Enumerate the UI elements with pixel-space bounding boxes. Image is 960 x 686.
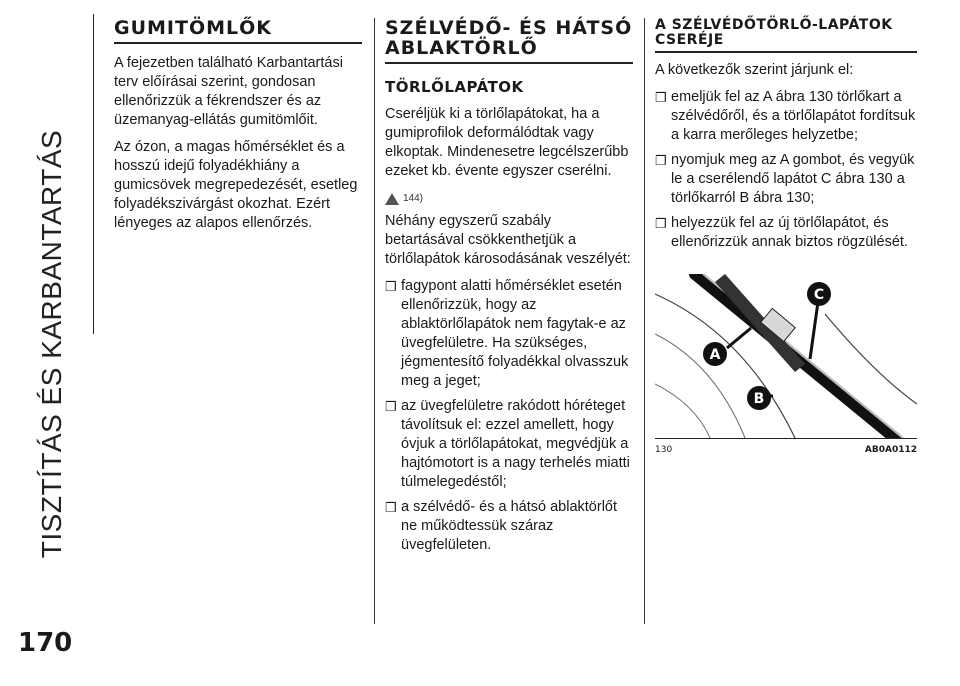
warning-ref-number[interactable]: 144) (403, 193, 424, 204)
list-item-text: helyezzük fel az új törlőlapátot, és ellenőrizzük annak biztos rögzülését. (671, 215, 908, 250)
figure-caption (655, 441, 917, 460)
list-item (385, 277, 633, 391)
checkbox-bullet-icon: ❒ (655, 216, 667, 231)
paragraph: Az ózon, a magas hőmérséklet és a hosszú idejű folyadékhiány a gumicsövek megrepedezését, esetleg folyadékszivárgást okozhat. Ezért lényeges az alapos ellenőrzés. (114, 139, 358, 231)
column-blade-replacement (655, 18, 917, 460)
column-divider-1 (374, 18, 375, 624)
list-item-text: a szélvédő- és a hátsó ablaktörlőt ne működtessük száraz üvegfelületen. (401, 499, 618, 553)
heading-blade-replacement: A SZÉLVÉDŐTÖRLŐ-LAPÁTOK CSERÉJE (655, 18, 917, 53)
label-c: C (813, 287, 825, 303)
list-item (385, 498, 633, 555)
list-item-text: emeljük fel az A ábra 130 törlőkart a szélvédőről, és a törlőlapátot fordítsuk a karra merőleges helyzetbe; (671, 89, 916, 143)
list-item (385, 397, 633, 492)
page-number: 170 (18, 628, 73, 658)
warning-reference (385, 189, 633, 208)
column-divider-2 (644, 18, 645, 624)
list-item-text: az üvegfelületre rakódott hóréteget távolítsuk el: ezzel amellett, hogy óvjuk a törlőlapátokat, megvédjük a hajtómotort is a nagy terhelés miatti túlmelegedéstől; (401, 398, 630, 490)
column-hoses (114, 18, 362, 241)
step-list (655, 88, 917, 252)
paragraph: Néhány egyszerű szabály betartásával csökkenthetjük a törlőlapátok károsodásának veszélyét: (385, 213, 631, 267)
label-b: B (753, 391, 765, 407)
section-side-title: TISZTÍTÁS ÉS KARBANTARTÁS (36, 129, 67, 559)
checkbox-bullet-icon: ❒ (385, 279, 397, 294)
side-rule (93, 14, 94, 334)
subheading-blades: TÖRLŐLAPÁTOK (385, 78, 524, 96)
figure-number: 130 (655, 445, 673, 455)
checkbox-bullet-icon: ❒ (385, 399, 397, 414)
checkbox-bullet-icon: ❒ (655, 153, 667, 168)
heading-wipers: SZÉLVÉDŐ- ÉS HÁTSÓ ABLAKTÖRLŐ (385, 18, 633, 64)
figure-code: AB0A0112 (864, 445, 917, 455)
wiper-illustration (655, 274, 917, 438)
warning-triangle-icon (385, 193, 399, 205)
label-a: A (709, 347, 721, 363)
list-item-text: fagypont alatti hőmérséklet esetén ellenőrizzük, hogy az ablaktörlőlapátok nem fagytak-e az üvegfelületre. Ha szükséges, jégmentesítő folyadékkal olvasszuk meg a jeget; (401, 278, 629, 389)
heading-hoses: GUMITÖMLŐK (114, 18, 362, 44)
list-item (655, 88, 917, 145)
checkbox-bullet-icon: ❒ (655, 90, 667, 105)
rule-list (385, 277, 633, 555)
paragraph: A fejezetben található Karbantartási terv előírásai szerint, gondosan ellenőrizzük a fékrendszer és az üzemanyag-ellátás gumitömlőit. (114, 55, 343, 128)
list-item (655, 214, 917, 252)
wiper-figure (655, 274, 917, 439)
column-wipers (385, 18, 633, 561)
list-item-text: nyomjuk meg az A gombot, és vegyük le a cserélendő lapátot C ábra 130 a törlőkarról B ábra 130; (671, 152, 915, 206)
list-item (655, 151, 917, 208)
paragraph: Cseréljük ki a törlőlapátokat, ha a gumiprofilok deformálódtak vagy elkoptak. Mindenesetre legcélszerűbb ezeket kb. évente egyszer cserélni. (385, 106, 629, 179)
paragraph: A következők szerint járjunk el: (655, 62, 854, 78)
checkbox-bullet-icon: ❒ (385, 500, 397, 515)
